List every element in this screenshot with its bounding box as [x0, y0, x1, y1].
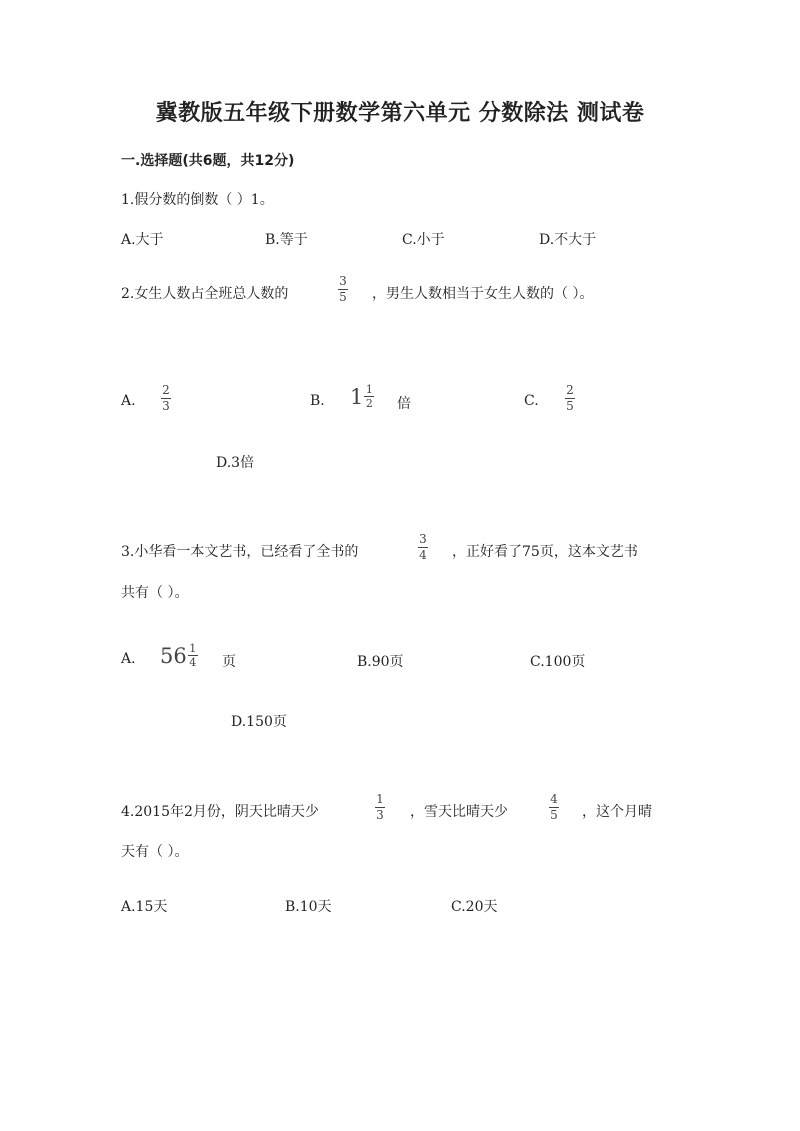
question-4-text-middle: ，雪天比晴天少: [410, 804, 508, 820]
question-1-text: 1.假分数的倒数（ ）1。: [121, 192, 274, 208]
question-3-text-end: ，正好看了75页，这本文艺书: [452, 544, 638, 560]
question-4-text-line2: 天有（ ）。: [121, 844, 189, 860]
q3-option-c[interactable]: C.100页: [530, 654, 586, 670]
q4-option-c[interactable]: C.20天: [451, 899, 498, 915]
page-title: 冀教版五年级下册数学第六单元 分数除法 测试卷: [155, 101, 645, 126]
fraction-numerator: 2: [566, 383, 574, 397]
fraction-numerator: 1: [189, 642, 197, 655]
mixed-whole: 1: [350, 384, 364, 409]
q2-option-b-suffix: 倍: [397, 396, 411, 412]
fraction-denominator: 4: [419, 548, 427, 562]
q4-fraction-2: [549, 793, 559, 822]
q2-option-c-label[interactable]: C.: [524, 393, 539, 409]
q3-fraction: [418, 533, 428, 562]
fraction-denominator: 3: [162, 399, 170, 413]
question-2-text-end: ，男生人数相当于女生人数的（ ）。: [372, 286, 594, 302]
question-2-text-start: 2.女生人数占全班总人数的: [121, 286, 289, 302]
q1-option-c[interactable]: C.小于: [402, 232, 445, 248]
fraction-numerator: 2: [162, 383, 170, 397]
fraction-denominator: 2: [365, 397, 373, 410]
q3-option-d[interactable]: D.150页: [231, 714, 287, 730]
q3-option-a-label[interactable]: A.: [121, 651, 136, 667]
mixed-fraction: [364, 384, 374, 409]
question-3-text-start: 3.小华看一本文艺书，已经看了全书的: [121, 544, 359, 560]
q2-fraction: [338, 275, 348, 304]
q2-option-a-label[interactable]: A.: [121, 393, 136, 409]
fraction-numerator: 1: [365, 383, 373, 396]
q1-option-b[interactable]: B.等于: [265, 232, 308, 248]
q2-option-d[interactable]: D.3倍: [216, 455, 255, 471]
fraction-numerator: 1: [376, 792, 384, 806]
fraction-denominator: 5: [550, 808, 558, 822]
q1-option-a[interactable]: A.大于: [121, 232, 164, 248]
q3-option-a-suffix: 页: [222, 654, 236, 670]
q1-option-d[interactable]: D.不大于: [539, 232, 597, 248]
q3-option-b[interactable]: B.90页: [357, 654, 404, 670]
q4-option-a[interactable]: A.15天: [121, 899, 168, 915]
q2-option-b-mixed-number: [350, 384, 374, 409]
fraction-denominator: 5: [339, 290, 347, 304]
q4-option-b[interactable]: B.10天: [285, 899, 332, 915]
q2-option-c-fraction: [565, 384, 575, 413]
fraction-numerator: 3: [419, 532, 427, 546]
q2-option-b-label[interactable]: B.: [310, 393, 325, 409]
fraction-denominator: 5: [566, 399, 574, 413]
mixed-whole: 56: [160, 643, 187, 668]
section-heading: 一.选择题(共6题，共12分): [121, 153, 295, 169]
question-4-text-start: 4.2015年2月份，阴天比晴天少: [121, 804, 319, 820]
mixed-fraction: [188, 643, 198, 668]
question-4-text-end: ，这个月晴: [582, 804, 652, 820]
fraction-denominator: 3: [376, 808, 384, 822]
fraction-numerator: 3: [339, 274, 347, 288]
q3-option-a-mixed-number: [160, 643, 198, 668]
q2-option-a-fraction: [161, 384, 171, 413]
question-3-text-line2: 共有（ ）。: [121, 585, 189, 601]
q4-fraction-1: [375, 793, 385, 822]
fraction-numerator: 4: [550, 792, 558, 806]
fraction-denominator: 4: [189, 656, 197, 669]
